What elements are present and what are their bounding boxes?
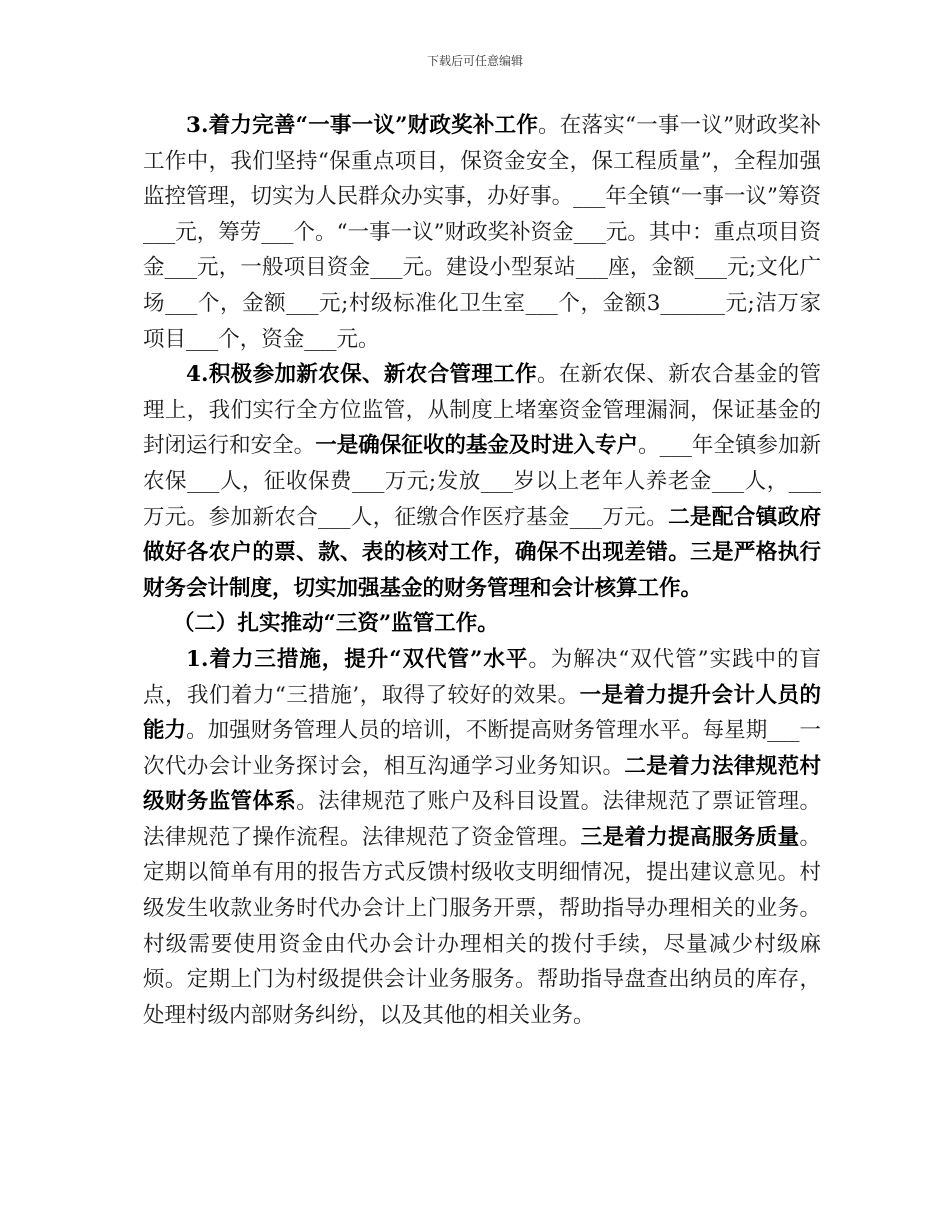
paragraph-text: 。定期以简单有用的报告方式反馈村级收支明细情况，提出建议意见。村级发生收款业务时代办会计上门服务开票，帮助指导办理相关的业务。村级需要使用资金由代办会计办理相关的拨付手续，尽量减少村级麻烦。定期上门为村级提供会计业务服务。帮助指导盘查出纳员的库存，处理村级内部财务纠纷，以及其他的相关业务。 xyxy=(143,824,821,1028)
paragraph-text: 。法律规范了账户及科目设置。法律规范了票证管理。法律规范了操作流程。法律规范了资金管理。 xyxy=(143,789,821,850)
paragraph-text: 。加强财务管理人员的培训，不断提高财务管理水平。每星期___一次代办会计业务探讨会，相互沟通学习业务知识。 xyxy=(143,718,821,779)
paragraph-text: 。在新农保、新农合基金的管理上，我们实行全方位监管，从制度上堵塞资金管理漏洞，保证基金的封闭运行和安全。 xyxy=(143,362,821,459)
paragraph-xinnongbao xyxy=(143,357,821,606)
paragraph-emphasis: 一是着力提升会计人员的能力 xyxy=(143,682,821,744)
document-body xyxy=(143,108,821,1033)
paragraph-yishiyiyi xyxy=(143,108,821,357)
paragraph-lead: 4.积极参加新农保、新农合管理工作 xyxy=(186,362,537,388)
paragraph-shuangdaiguan xyxy=(143,642,821,1034)
paragraph-lead: 3.着力完善“一事一议”财政奖补工作 xyxy=(186,113,539,138)
paragraph-emphasis: 一是确保征收的基金及时进入专户 xyxy=(315,433,639,459)
paragraph-emphasis: 三是着力提高服务质量 xyxy=(580,824,800,850)
paragraph-emphasis: 二是着力法律规范村级财务监管体系 xyxy=(143,753,821,815)
paragraph-text: 。___年全镇参加新农保___人，征收保费___万元;发放___岁以上老年人养老金___人，___万元。参加新农合___人，征缴合作医疗基金___万元。 xyxy=(143,433,821,530)
paragraph-lead: 1.着力三措施，提升“双代管”水平 xyxy=(186,646,529,672)
paragraph-text: 。在落实“一事一议”财政奖补工作中，我们坚持“保重点项目，保资金安全，保工程质量”，全程加强监控管理，切实为人民群众办实事，办好事。___年全镇“一事一议”筹资___元，筹劳___个。“一事一议”财政奖补资金___元。其中：重点项目资金___元，一般项目资金___元。建设小型泵站___座，金额___元;文化广场___个，金额___元;村级标准化卫生室___个，金额3______元;洁万家项目___个，资金___元。 xyxy=(143,113,822,352)
paragraph-text: 。为解决“双代管”实践中的盲点，我们着力“三措施’，取得了较好的效果。 xyxy=(143,646,821,708)
paragraph-emphasis: 二是配合镇政府做好各农户的票、款、表的核对工作，确保不出现差错。三是严格执行财务会计制度，切实加强基金的财务管理和会计核算工作。 xyxy=(143,504,821,601)
section-heading: （二）扎实推动“三资”监管工作。 xyxy=(173,611,499,637)
page-header: 下载后可任意编辑 xyxy=(426,54,523,68)
